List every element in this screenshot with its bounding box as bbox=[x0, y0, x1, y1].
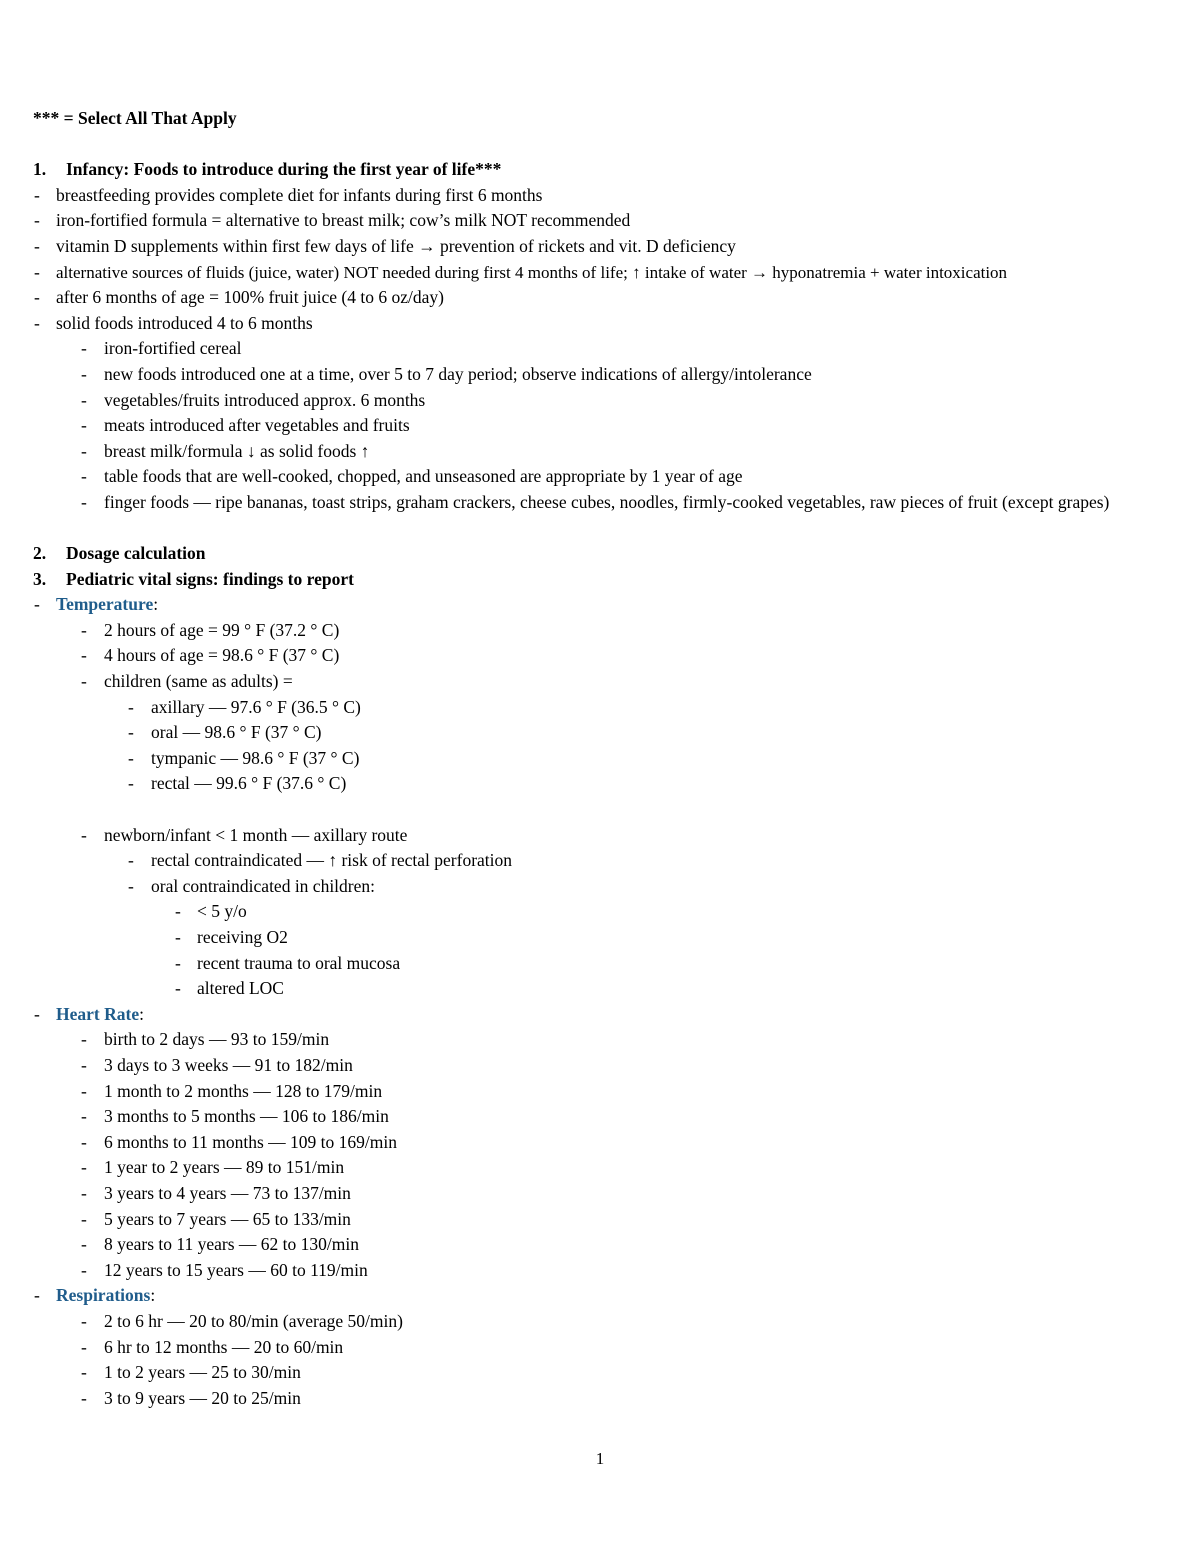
sub-sub-sub-list-item: - recent trauma to oral mucosa bbox=[175, 952, 401, 973]
sub-list-item: - finger foods — ripe bananas, toast strips, graham crackers, cheese cubes, noodles, firmly-cooked vegetables, raw pieces of fruit (except grapes) bbox=[81, 491, 1110, 512]
heart-rate-label: Heart Rate bbox=[56, 1003, 140, 1024]
section-3-heading bbox=[0, 567, 1200, 593]
section-title: Infancy: Foods to introduce during the first year of life*** bbox=[66, 159, 502, 180]
document-page bbox=[0, 106, 1200, 1411]
section-title: Dosage calculation bbox=[66, 543, 206, 564]
spacer bbox=[0, 132, 1200, 158]
sub-sub-list-item: - tympanic — 98.6 ° F (37 ° C) bbox=[128, 747, 360, 768]
sub-list-item: - 1 year to 2 years — 89 to 151/min bbox=[81, 1157, 345, 1178]
sub-list-item: - breast milk/formula ↓ as solid foods ↑ bbox=[81, 440, 370, 461]
list-item: - after 6 months of age = 100% fruit juice (4 to 6 oz/day) bbox=[34, 287, 444, 308]
temperature-heading: - Temperature: bbox=[34, 594, 159, 615]
spacer bbox=[0, 516, 1200, 542]
sub-sub-list-item: - rectal — 99.6 ° F (37.6 ° C) bbox=[128, 773, 347, 794]
section-2-heading bbox=[0, 541, 1200, 567]
sub-list-item: - birth to 2 days — 93 to 159/min bbox=[81, 1029, 330, 1050]
list-item: - alternative sources of fluids (juice, water) NOT needed during first 4 months of life; ↑ intake of water → hyponatremia + water intoxication bbox=[34, 261, 1008, 282]
sub-list-item: - meats introduced after vegetables and fruits bbox=[81, 415, 410, 436]
list-item: - breastfeeding provides complete diet for infants during first 6 months bbox=[34, 184, 543, 205]
list-item: - solid foods introduced 4 to 6 months bbox=[34, 312, 313, 333]
sub-list-item: - 6 months to 11 months — 109 to 169/min bbox=[81, 1131, 397, 1152]
temperature-label: Temperature bbox=[56, 594, 154, 615]
sub-list-item: - iron-fortified cereal bbox=[81, 338, 242, 359]
list-item: - iron-fortified formula = alternative to breast milk; cow’s milk NOT recommended bbox=[34, 210, 631, 231]
spacer bbox=[0, 797, 1200, 823]
sub-list-item: - 1 month to 2 months — 128 to 179/min bbox=[81, 1080, 383, 1101]
sub-list-item: - 4 hours of age = 98.6 ° F (37 ° C) bbox=[81, 645, 340, 666]
legend bbox=[0, 106, 1200, 132]
sub-sub-list-item: - rectal contraindicated — ↑ risk of rectal perforation bbox=[128, 850, 513, 871]
respirations-heading: - Respirations: bbox=[34, 1285, 156, 1306]
section-number: 1. bbox=[33, 159, 47, 180]
sub-sub-sub-list-item: - < 5 y/o bbox=[175, 901, 247, 922]
sub-list-item: - newborn/infant < 1 month — axillary route bbox=[81, 824, 408, 845]
sub-list-item: - 3 to 9 years — 20 to 25/min bbox=[81, 1387, 301, 1408]
sub-list-item: - 3 months to 5 months — 106 to 186/min bbox=[81, 1106, 389, 1127]
sub-list-item: - 5 years to 7 years — 65 to 133/min bbox=[81, 1208, 351, 1229]
section-title: Pediatric vital signs: findings to report bbox=[66, 568, 354, 589]
page-number: 1 bbox=[595, 1449, 605, 1468]
sub-list-item: - 2 hours of age = 99 ° F (37.2 ° C) bbox=[81, 619, 340, 640]
sub-list-item: - 3 days to 3 weeks — 91 to 182/min bbox=[81, 1054, 353, 1075]
sub-sub-list-item: - oral — 98.6 ° F (37 ° C) bbox=[128, 722, 322, 743]
sub-list-item: - 2 to 6 hr — 20 to 80/min (average 50/min) bbox=[81, 1310, 403, 1331]
sub-list-item: - 12 years to 15 years — 60 to 119/min bbox=[81, 1259, 368, 1280]
section-number: 3. bbox=[33, 568, 47, 589]
respirations-label: Respirations bbox=[56, 1285, 151, 1306]
legend-text: *** = Select All That Apply bbox=[33, 108, 237, 128]
sub-list-item: - children (same as adults) = bbox=[81, 671, 293, 692]
sub-list-item: - 8 years to 11 years — 62 to 130/min bbox=[81, 1234, 360, 1255]
sub-sub-list-item: - axillary — 97.6 ° F (36.5 ° C) bbox=[128, 696, 361, 717]
section-1-heading bbox=[0, 157, 1200, 183]
sub-sub-sub-list-item: - receiving O2 bbox=[175, 927, 288, 947]
heart-rate-heading: - Heart Rate: bbox=[34, 1003, 144, 1024]
sub-sub-sub-list-item: - altered LOC bbox=[175, 978, 284, 999]
sub-list-item: - new foods introduced one at a time, over 5 to 7 day period; observe indications of allergy/intolerance bbox=[81, 363, 812, 384]
sub-list-item: - 6 hr to 12 months — 20 to 60/min bbox=[81, 1336, 344, 1357]
sub-list-item: - 1 to 2 years — 25 to 30/min bbox=[81, 1362, 301, 1383]
sub-list-item: - vegetables/fruits introduced approx. 6 months bbox=[81, 389, 426, 410]
sub-list-item: - 3 years to 4 years — 73 to 137/min bbox=[81, 1182, 351, 1203]
list-item: - vitamin D supplements within first few days of life → prevention of rickets and vit. D deficiency bbox=[34, 235, 736, 256]
sub-list-item: - table foods that are well-cooked, chopped, and unseasoned are appropriate by 1 year of age bbox=[81, 466, 743, 487]
section-number: 2. bbox=[33, 543, 47, 564]
sub-sub-list-item: - oral contraindicated in children: bbox=[128, 875, 376, 896]
